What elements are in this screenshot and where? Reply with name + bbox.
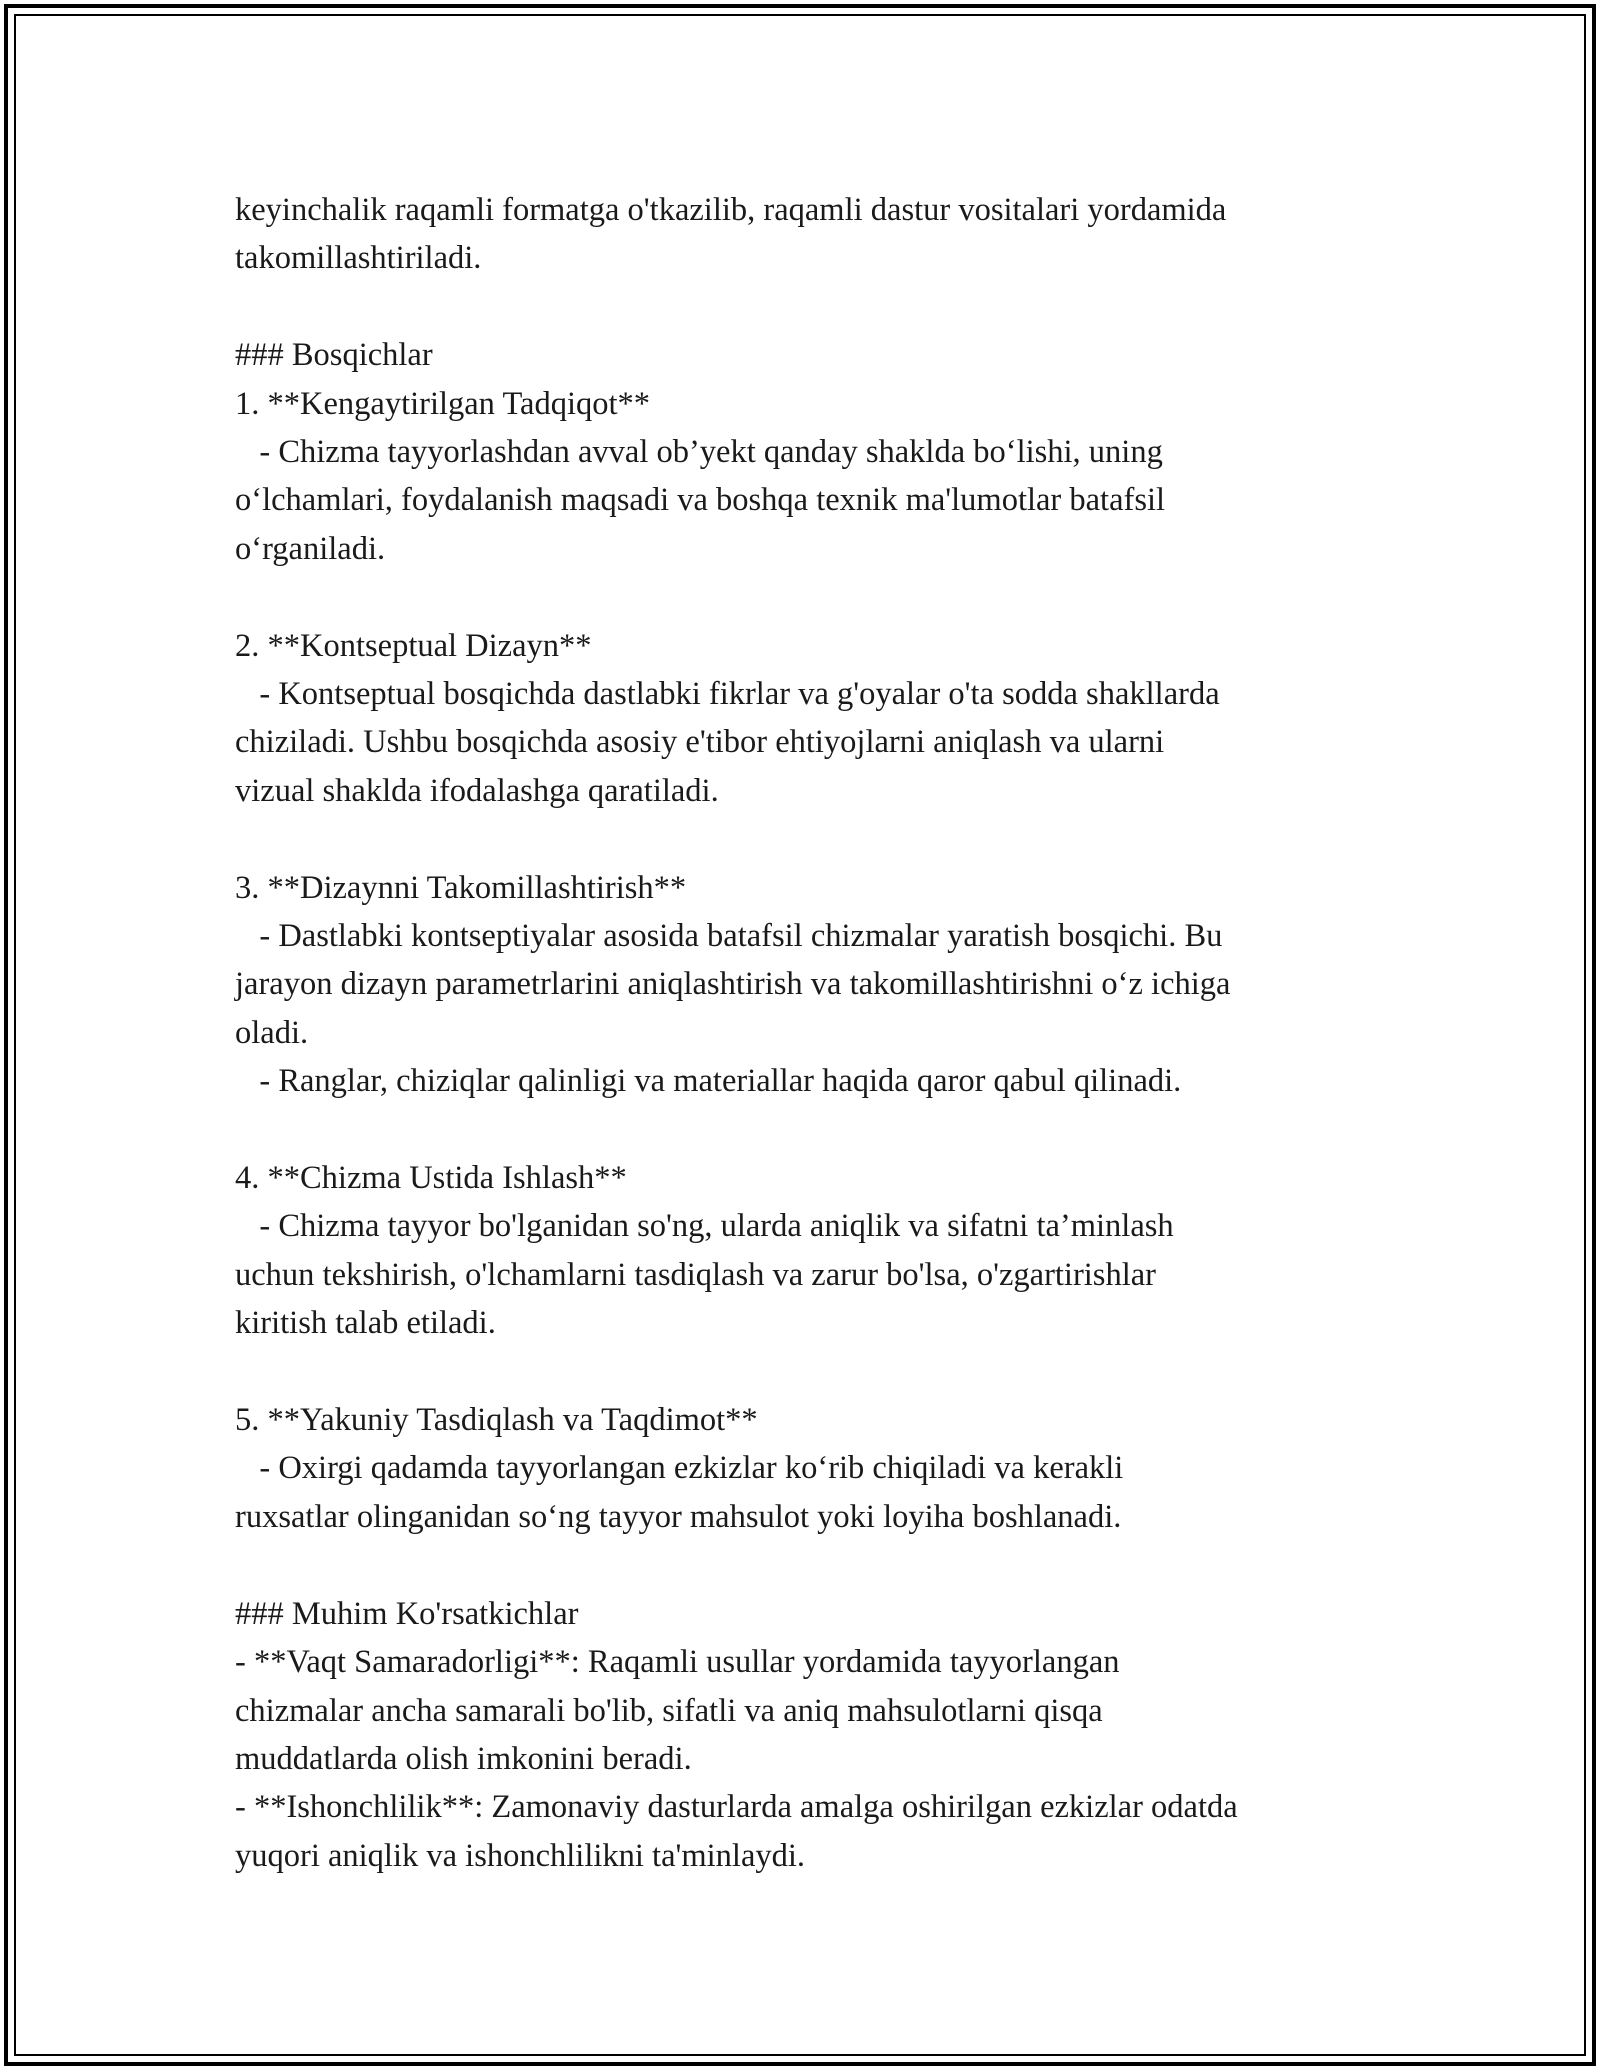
text-line: - Ranglar, chiziqlar qalinligi va materiallar haqida qaror qabul qilinadi.	[235, 1063, 1182, 1100]
list-item	[235, 1638, 1375, 1783]
blank-line	[235, 283, 1375, 331]
blank-line	[235, 1348, 1375, 1396]
step-title: 4. **Chizma Ustida Ishlash**	[235, 1160, 627, 1197]
step-title: 3. **Dizaynni Takomillashtirish**	[235, 869, 687, 906]
text-line: - **Ishonchlilik**: Zamonaviy dasturlarda amalga oshirilgan ezkizlar odatda	[235, 1789, 1238, 1826]
blank-line	[235, 1106, 1375, 1154]
text-line: oladi.	[235, 1014, 309, 1051]
section-muhim	[235, 1590, 1375, 1880]
text-line: takomillashtiriladi.	[235, 240, 482, 277]
step-2	[235, 622, 1375, 816]
text-line: jarayon dizayn parametrlarini aniqlashtirish va takomillashtirishni o‘z ichiga	[235, 966, 1231, 1003]
blank-line	[235, 573, 1375, 621]
text-line: - Chizma tayyor bo'lganidan so'ng, ularda aniqlik va sifatni ta’minlash	[235, 1208, 1174, 1245]
step-4	[235, 1154, 1375, 1348]
text-line: kiritish talab etiladi.	[235, 1305, 496, 1342]
text-line: o‘rganiladi.	[235, 530, 386, 567]
text-line: - Dastlabki kontseptiyalar asosida batafsil chizmalar yaratish bosqichi. Bu	[235, 918, 1223, 955]
step-title: 1. **Kengaytirilgan Tadqiqot**	[235, 385, 651, 422]
blank-line	[235, 815, 1375, 863]
text-line: uchun tekshirish, o'lchamlarni tasdiqlash va zarur bo'lsa, o'zgartirishlar	[235, 1256, 1156, 1293]
text-line: - **Vaqt Samaradorligi**: Raqamli usullar yordamida tayyorlangan	[235, 1644, 1120, 1681]
step-1	[235, 380, 1375, 574]
step-5	[235, 1396, 1375, 1541]
text-line: ruxsatlar olinganidan so‘ng tayyor mahsulot yoki loyiha boshlanadi.	[235, 1498, 1122, 1535]
text-line: muddatlarda olish imkonini beradi.	[235, 1740, 692, 1777]
document-body	[235, 186, 1375, 1880]
text-line: chiziladi. Ushbu bosqichda asosiy e'tibor ehtiyojlarni aniqlash va ularni	[235, 724, 1165, 761]
text-line: chizmalar ancha samarali bo'lib, sifatli va aniq mahsulotlarni qisqa	[235, 1692, 1103, 1729]
text-line: - Chizma tayyorlashdan avval ob’yekt qanday shaklda bo‘lishi, uning	[235, 434, 1163, 471]
step-3	[235, 864, 1375, 1106]
list-item	[235, 1783, 1375, 1880]
text-line: - Kontseptual bosqichda dastlabki fikrlar va g'oyalar o'ta sodda shakllarda	[235, 676, 1220, 713]
text-line: keyinchalik raqamli formatga o'tkazilib, raqamli dastur vositalari yordamida	[235, 192, 1227, 228]
text-line: - Oxirgi qadamda tayyorlangan ezkizlar ko‘rib chiqiladi va kerakli	[235, 1450, 1124, 1487]
text-line: o‘lchamlari, foydalanish maqsadi va boshqa texnik ma'lumotlar batafsil	[235, 482, 1166, 519]
intro-paragraph	[235, 186, 1375, 283]
section-bosqichlar	[235, 331, 1375, 1541]
step-title: 2. **Kontseptual Dizayn**	[235, 627, 592, 664]
step-title: 5. **Yakuniy Tasdiqlash va Taqdimot**	[235, 1402, 758, 1439]
section-heading: ### Muhim Ko'rsatkichlar	[235, 1595, 579, 1632]
section-heading: ### Bosqichlar	[235, 337, 433, 374]
text-line: vizual shaklda ifodalashga qaratiladi.	[235, 772, 719, 809]
blank-line	[235, 1541, 1375, 1589]
text-line: yuqori aniqlik va ishonchlilikni ta'minlaydi.	[235, 1837, 806, 1874]
